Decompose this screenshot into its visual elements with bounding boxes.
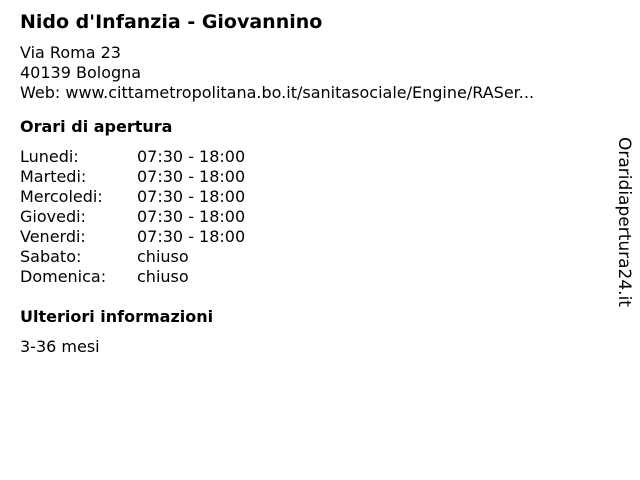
web-line <box>20 83 600 103</box>
additional-info-heading: Ulteriori informazioni <box>20 307 214 326</box>
day-label: Lunedi: <box>20 147 79 166</box>
opening-hours-heading: Orari di apertura <box>20 117 173 136</box>
hours-row-monday <box>20 147 600 167</box>
day-hours: chiuso <box>137 267 189 286</box>
hours-row-wednesday <box>20 187 600 207</box>
side-brand-text: Oraridiapertura24.it <box>614 137 634 307</box>
day-label: Giovedi: <box>20 207 86 226</box>
web-label: Web: <box>20 83 61 102</box>
day-hours: 07:30 - 18:00 <box>137 227 246 246</box>
hours-row-saturday <box>20 247 600 267</box>
address-city: 40139 Bologna <box>20 63 142 82</box>
place-title: Nido d'Infanzia - Giovannino <box>20 11 323 33</box>
day-hours: 07:30 - 18:00 <box>137 147 246 166</box>
day-label: Domenica: <box>20 267 107 286</box>
page-content <box>20 10 600 357</box>
day-hours: 07:30 - 18:00 <box>137 187 246 206</box>
hours-row-tuesday <box>20 167 600 187</box>
additional-info-text: 3-36 mesi <box>20 337 100 356</box>
day-hours: 07:30 - 18:00 <box>137 167 246 186</box>
day-hours: 07:30 - 18:00 <box>137 207 246 226</box>
hours-row-friday <box>20 227 600 247</box>
opening-hours-table <box>20 147 600 287</box>
day-label: Venerdi: <box>20 227 86 246</box>
day-label: Martedi: <box>20 167 87 186</box>
web-link[interactable]: www.cittametropolitana.bo.it/sanitasociale/Engine/RASer... <box>65 83 535 102</box>
hours-row-thursday <box>20 207 600 227</box>
day-label: Sabato: <box>20 247 82 266</box>
day-hours: chiuso <box>137 247 189 266</box>
address-street: Via Roma 23 <box>20 43 121 62</box>
day-label: Mercoledi: <box>20 187 103 206</box>
hours-row-sunday <box>20 267 600 287</box>
